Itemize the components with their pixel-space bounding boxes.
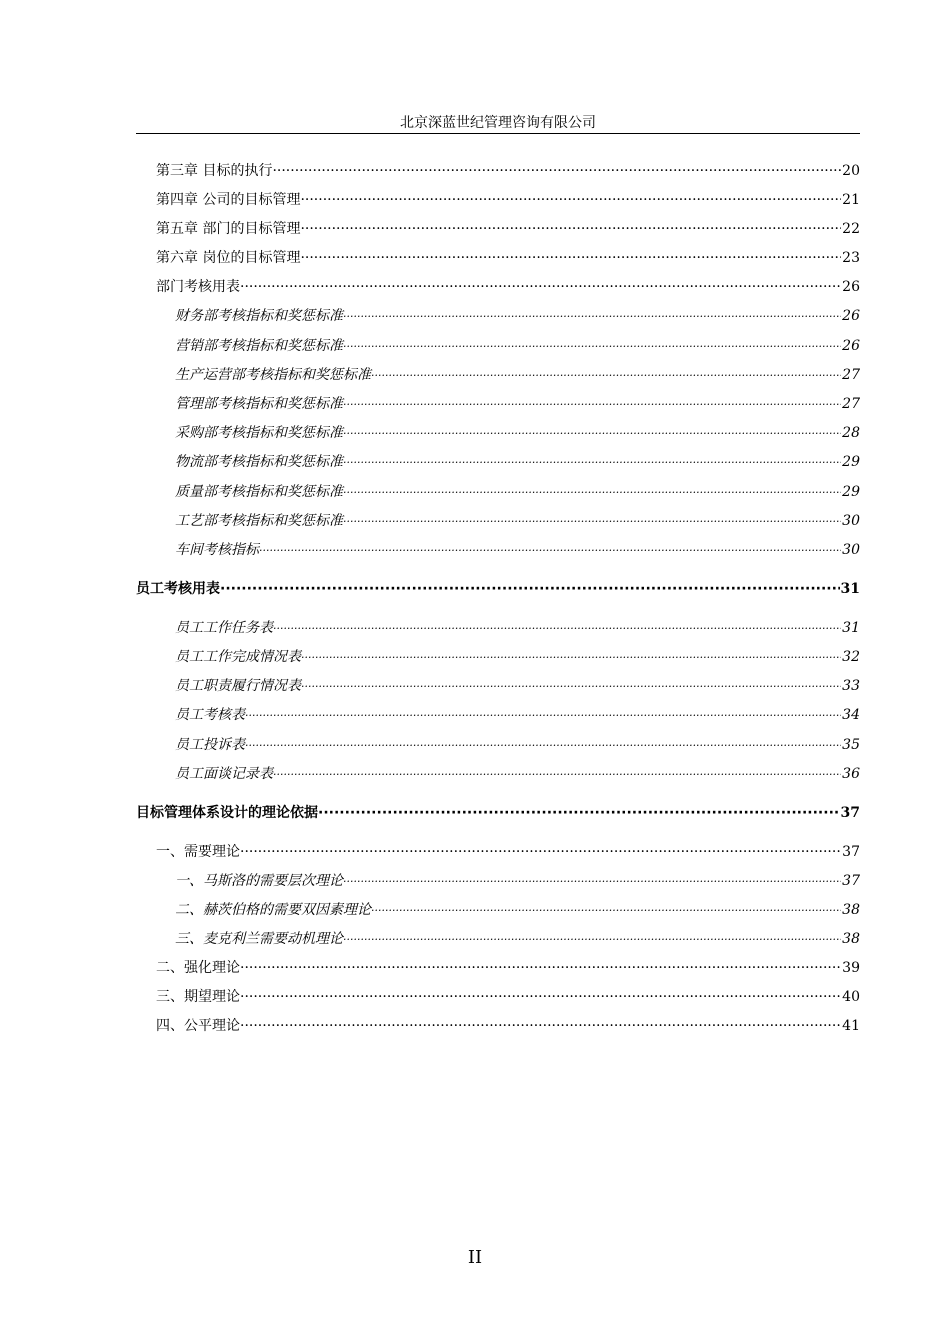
toc-dot-leader (318, 803, 840, 823)
toc-entry-label: 四、公平理论 (156, 1018, 240, 1034)
toc-entry-page: 28 (842, 425, 860, 441)
toc-entry-page: 30 (842, 513, 860, 529)
toc-dot-leader (343, 483, 841, 503)
toc-entry[interactable] (156, 219, 860, 239)
toc-dot-leader (371, 366, 841, 386)
toc-entry[interactable] (175, 423, 860, 443)
toc-entry[interactable] (175, 929, 860, 949)
toc-entry-page: 29 (842, 454, 860, 470)
toc-dot-leader (343, 337, 841, 357)
toc-entry[interactable] (175, 871, 860, 891)
toc-entry-label: 车间考核指标 (175, 542, 259, 558)
toc-entry-page: 22 (842, 221, 860, 237)
toc-entry-label: 二、赫茨伯格的需要双因素理论 (175, 902, 371, 918)
toc-dot-leader (343, 453, 841, 473)
toc-entry-page: 26 (842, 279, 860, 295)
toc-dot-leader (343, 872, 841, 892)
toc-entry-page: 31 (842, 620, 860, 636)
toc-entry-page: 37 (842, 873, 860, 889)
toc-entry-label: 一、需要理论 (156, 844, 240, 860)
toc-entry[interactable] (156, 842, 860, 862)
toc-entry-label: 财务部考核指标和奖惩标准 (175, 308, 343, 324)
toc-dot-leader (343, 395, 841, 415)
toc-entry-label: 员工面谈记录表 (175, 766, 273, 782)
toc-entry[interactable] (156, 248, 860, 268)
toc-entry-label: 第三章 目标的执行 (156, 163, 273, 179)
toc-entry-page: 38 (842, 902, 860, 918)
toc-entry-page: 37 (842, 844, 860, 860)
toc-entry-label: 工艺部考核指标和奖惩标准 (175, 513, 343, 529)
toc-entry[interactable] (175, 511, 860, 531)
toc-entry-page: 39 (842, 960, 860, 976)
toc-entry-page: 32 (842, 649, 860, 665)
toc-entry-page: 41 (842, 1018, 860, 1034)
toc-entry[interactable] (156, 277, 860, 297)
toc-entry-label: 第五章 部门的目标管理 (156, 221, 301, 237)
toc-entry-page: 27 (842, 367, 860, 383)
toc-entry[interactable] (156, 1016, 860, 1036)
toc-dot-leader (301, 677, 841, 697)
toc-dot-leader (259, 541, 841, 561)
toc-entry[interactable] (156, 987, 860, 1007)
toc-entry-page: 29 (842, 484, 860, 500)
toc-entry[interactable] (175, 900, 860, 920)
toc-entry-page: 35 (842, 737, 860, 753)
toc-entry-label: 员工考核用表 (136, 581, 220, 597)
toc-dot-leader (273, 765, 841, 785)
toc-entry-label: 营销部考核指标和奖惩标准 (175, 338, 343, 354)
toc-dot-leader (343, 930, 841, 950)
toc-dot-leader (220, 579, 840, 599)
toc-dot-leader (343, 424, 841, 444)
toc-entry-page: 40 (842, 989, 860, 1005)
toc-entry-page: 34 (842, 707, 860, 723)
toc-entry-label: 三、麦克利兰需要动机理论 (175, 931, 343, 947)
toc-entry-page: 27 (842, 396, 860, 412)
toc-entry-label: 第六章 岗位的目标管理 (156, 250, 301, 266)
toc-dot-leader (300, 219, 841, 239)
page-number: II (467, 1247, 483, 1268)
toc-dot-leader (301, 648, 841, 668)
toc-dot-leader (343, 307, 841, 327)
toc-entry-label: 二、强化理论 (156, 960, 240, 976)
toc-entry-page: 21 (842, 192, 860, 208)
toc-entry-label: 目标管理体系设计的理论依据 (136, 805, 318, 821)
toc-entry-page: 20 (842, 163, 860, 179)
toc-entry-label: 第四章 公司的目标管理 (156, 192, 301, 208)
toc-dot-leader (300, 190, 841, 210)
toc-entry-label: 物流部考核指标和奖惩标准 (175, 454, 343, 470)
toc-entry[interactable] (175, 336, 860, 356)
toc-entry-label: 员工考核表 (175, 707, 245, 723)
page-header-title: 北京深蓝世纪管理咨询有限公司 (400, 115, 596, 131)
toc-entry[interactable] (175, 540, 860, 560)
toc-entry[interactable] (175, 705, 860, 725)
toc-dot-leader (272, 161, 841, 181)
toc-entry-page: 30 (842, 542, 860, 558)
toc-dot-leader (245, 736, 841, 756)
toc-entry[interactable] (175, 647, 860, 667)
toc-entry[interactable] (175, 676, 860, 696)
toc-entry-label: 质量部考核指标和奖惩标准 (175, 484, 343, 500)
toc-entry-page: 37 (840, 805, 860, 821)
toc-entry-label: 部门考核用表 (156, 279, 240, 295)
toc-entry[interactable] (156, 161, 860, 181)
toc-entry-page: 23 (842, 250, 860, 266)
toc-dot-leader (371, 901, 841, 921)
toc-entry[interactable] (175, 618, 860, 638)
toc-entry-page: 33 (842, 678, 860, 694)
toc-entry[interactable] (175, 735, 860, 755)
toc-entry-page: 38 (842, 931, 860, 947)
toc-entry[interactable] (175, 394, 860, 414)
toc-entry[interactable] (175, 452, 860, 472)
toc-entry[interactable] (156, 190, 860, 210)
toc-dot-leader (240, 277, 841, 297)
toc-dot-leader (240, 987, 841, 1007)
toc-entry-label: 员工工作任务表 (175, 620, 273, 636)
toc-entry-label: 员工职责履行情况表 (175, 678, 301, 694)
toc-dot-leader (300, 248, 841, 268)
toc-entry-label: 员工工作完成情况表 (175, 649, 301, 665)
toc-entry-label: 生产运营部考核指标和奖惩标准 (175, 367, 371, 383)
toc-entry[interactable] (136, 803, 860, 823)
toc-entry[interactable] (175, 764, 860, 784)
toc-entry[interactable] (175, 306, 860, 326)
toc-entry[interactable] (156, 958, 860, 978)
toc-entry-label: 采购部考核指标和奖惩标准 (175, 425, 343, 441)
toc-dot-leader (240, 1016, 841, 1036)
toc-entry-page: 31 (840, 581, 860, 597)
toc-entry-page: 26 (842, 308, 860, 324)
toc-entry[interactable] (175, 365, 860, 385)
toc-entry-page: 36 (842, 766, 860, 782)
toc-dot-leader (273, 619, 841, 639)
toc-dot-leader (343, 512, 841, 532)
toc-entry-page: 26 (842, 338, 860, 354)
toc-entry-label: 员工投诉表 (175, 737, 245, 753)
toc-dot-leader (240, 958, 841, 978)
toc-entry-label: 一、马斯洛的需要层次理论 (175, 873, 343, 889)
toc-dot-leader (240, 842, 841, 862)
toc-entry[interactable] (175, 482, 860, 502)
header-divider (136, 133, 860, 134)
toc-entry-label: 三、期望理论 (156, 989, 240, 1005)
toc-entry-label: 管理部考核指标和奖惩标准 (175, 396, 343, 412)
toc-entry[interactable] (136, 579, 860, 599)
toc-dot-leader (245, 706, 841, 726)
